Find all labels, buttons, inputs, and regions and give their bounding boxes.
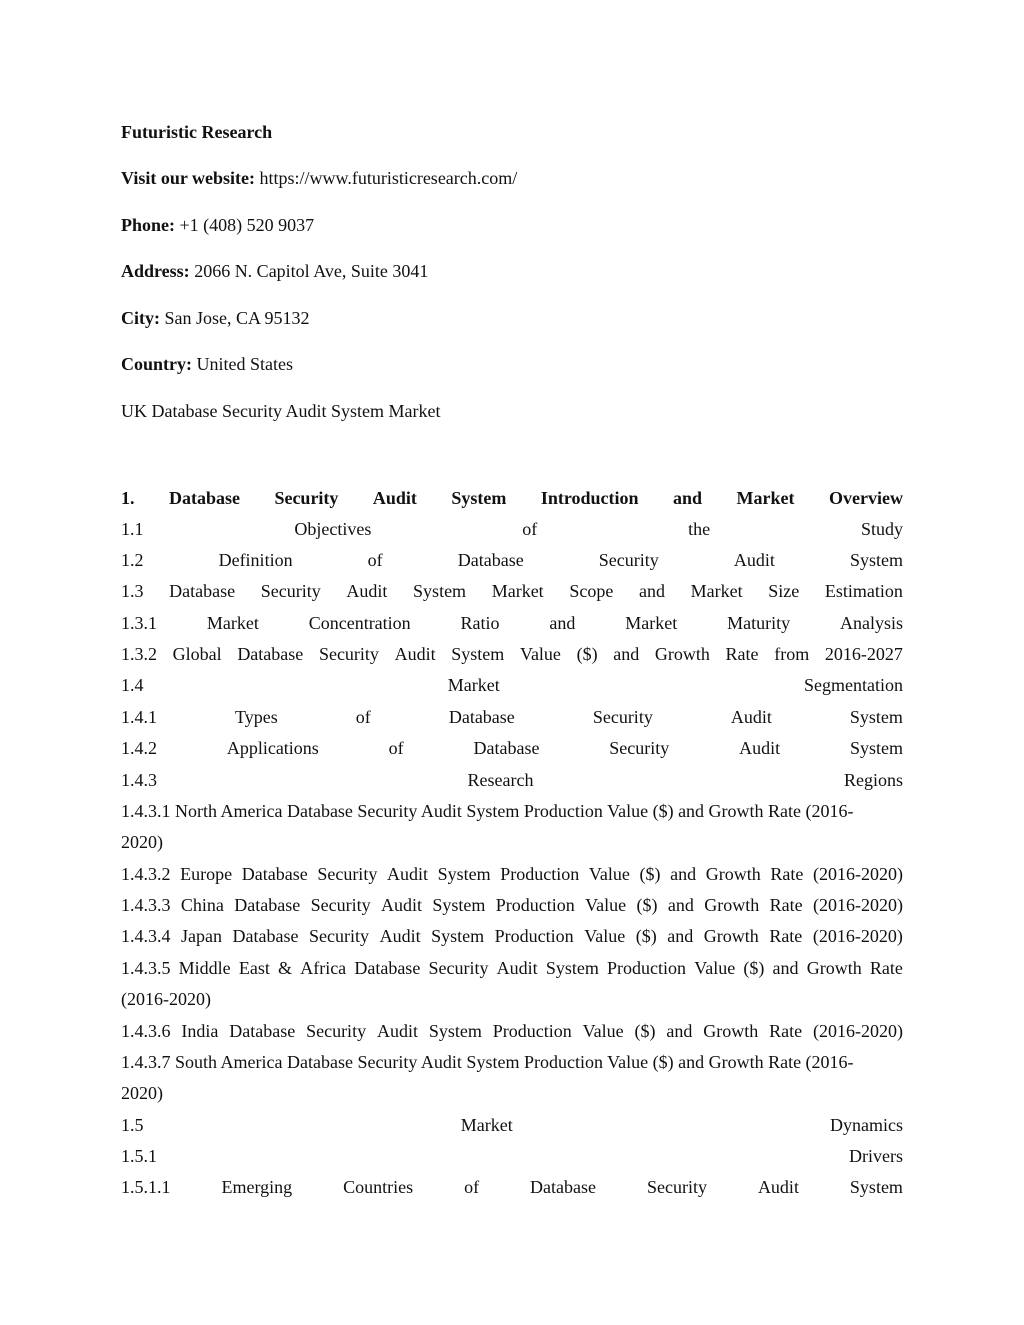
toc-word: Growth	[703, 926, 759, 946]
toc-1-4-2	[121, 737, 903, 759]
toc-word: 1.5.1	[121, 1146, 157, 1166]
toc-word: Value	[585, 895, 627, 915]
toc-word: Security	[317, 864, 378, 884]
toc-word: and	[666, 1021, 693, 1041]
toc-word: System	[545, 958, 599, 978]
toc-1-5-1-1	[121, 1176, 903, 1198]
toc-word: 1.	[121, 488, 135, 508]
toc-word: of	[522, 519, 538, 539]
toc-word: Value	[588, 864, 630, 884]
toc-1-4-1	[121, 706, 903, 728]
toc-word: Emerging	[221, 1177, 293, 1197]
toc-word: Regions	[843, 770, 903, 790]
toc-word: Japan	[181, 926, 223, 946]
toc-word: 1.4.1	[121, 707, 157, 727]
toc-word: Drivers	[849, 1146, 903, 1166]
toc-word: Security	[260, 581, 321, 601]
country-line	[121, 353, 903, 375]
toc-word: 1.4.3	[121, 770, 157, 790]
toc-word: Audit	[379, 926, 421, 946]
toc-word: 1.4.3.6	[121, 1021, 171, 1041]
toc-1-3-1	[121, 612, 903, 634]
website-label: Visit our website:	[121, 168, 255, 188]
toc-word: Rate	[769, 895, 803, 915]
toc-1-5	[121, 1114, 903, 1136]
toc-word: System	[431, 926, 485, 946]
toc-word: and	[667, 926, 694, 946]
toc-word: System	[849, 550, 903, 570]
toc-word: Estimation	[824, 581, 903, 601]
toc-word: Production	[492, 1021, 572, 1041]
toc-word: Research	[467, 770, 534, 790]
toc-word: China	[180, 895, 224, 915]
toc-1-4-3-5-line2: (2016-2020)	[121, 989, 211, 1009]
toc-word: Production	[500, 864, 580, 884]
toc-word: Size	[768, 581, 800, 601]
toc-word: of	[355, 707, 371, 727]
toc-word: Rate	[769, 1021, 803, 1041]
toc-word: Global	[172, 644, 222, 664]
toc-word: Database	[232, 926, 299, 946]
toc-word: Security	[609, 738, 670, 758]
toc-word: Analysis	[839, 613, 903, 633]
toc-word: Market	[447, 675, 500, 695]
toc-word: Audit	[386, 864, 428, 884]
website-line	[121, 167, 903, 189]
toc-word: System	[432, 895, 486, 915]
toc-word: System	[849, 1177, 903, 1197]
toc-word: System	[849, 738, 903, 758]
toc-word: ($)	[743, 958, 765, 978]
toc-word: Audit	[394, 644, 436, 664]
toc-word: Growth	[654, 644, 710, 664]
toc-1-2	[121, 549, 903, 571]
toc-word: System	[451, 644, 505, 664]
toc-word: Security	[318, 644, 379, 664]
toc-1-4-3-2	[121, 863, 903, 885]
toc-word: Database	[237, 644, 304, 664]
toc-word: ($)	[576, 644, 598, 664]
address-line	[121, 260, 903, 282]
toc-word: Security	[428, 958, 489, 978]
toc-word: (2016-2020)	[812, 1021, 903, 1041]
toc-word: Market	[690, 581, 743, 601]
toc-word: Definition	[218, 550, 293, 570]
toc-1-4-3-1-line1: 1.4.3.1 North America Database Security Audit System Production Value ($) and Growth Rate (2016-	[121, 801, 854, 821]
toc-1-4	[121, 674, 903, 696]
toc-1-4-3-7-line1: 1.4.3.7 South America Database Security Audit System Production Value ($) and Growth Rate (2016-	[121, 1052, 854, 1072]
toc-1-4-3-5-line1	[121, 957, 903, 979]
toc-1-4-3-7-line2: 2020)	[121, 1083, 163, 1103]
toc-word: Maturity	[727, 613, 791, 633]
toc-word: Africa	[300, 958, 347, 978]
phone-value: +1 (408) 520 9037	[175, 215, 315, 235]
toc-word: System	[437, 864, 491, 884]
toc-word: Database	[354, 958, 421, 978]
toc-word: (2016-2020)	[812, 864, 903, 884]
toc-word: 1.5	[121, 1115, 144, 1135]
toc-1-3	[121, 580, 903, 602]
toc-word: of	[464, 1177, 480, 1197]
toc-word: Database	[168, 488, 240, 508]
toc-word: Production	[495, 895, 575, 915]
toc-word: Market	[625, 613, 678, 633]
toc-word: (2016-2020)	[812, 926, 903, 946]
toc-word: (2016-2020)	[812, 895, 903, 915]
toc-word: ($)	[634, 1021, 656, 1041]
toc-word: Audit	[730, 707, 772, 727]
toc-word: Growth	[703, 1021, 759, 1041]
toc-word: Audit	[372, 488, 417, 508]
toc-word: 1.4	[121, 675, 144, 695]
toc-word: 1.3.1	[121, 613, 157, 633]
toc-word: Market	[206, 613, 259, 633]
toc-1-4-3-3	[121, 894, 903, 916]
toc-word: Ratio	[460, 613, 500, 633]
toc-heading	[121, 487, 903, 509]
toc-word: 1.4.3.4	[121, 926, 171, 946]
toc-word: 1.5.1.1	[121, 1177, 171, 1197]
toc-word: System	[413, 581, 467, 601]
phone-line	[121, 214, 903, 236]
toc-word: Market	[736, 488, 795, 508]
toc-word: Security	[592, 707, 653, 727]
toc-word: Database	[234, 895, 301, 915]
toc-word: 1.3.2	[121, 644, 157, 664]
toc-word: Dynamics	[830, 1115, 903, 1135]
toc-word: of	[388, 738, 404, 758]
toc-word: &	[278, 958, 293, 978]
city-label: City:	[121, 308, 160, 328]
toc-word: ($)	[639, 864, 661, 884]
city-value: San Jose, CA 95132	[160, 308, 310, 328]
toc-word: Audit	[496, 958, 538, 978]
toc-word: 1.4.3.2	[121, 864, 171, 884]
country-value: United States	[192, 354, 293, 374]
toc-word: Value	[584, 926, 626, 946]
toc-word: System	[428, 1021, 482, 1041]
toc-word: Security	[598, 550, 659, 570]
toc-word: Objectives	[294, 519, 372, 539]
toc-1-4-3-6	[121, 1020, 903, 1042]
toc-word: Countries	[343, 1177, 414, 1197]
toc-word: Market	[491, 581, 544, 601]
toc-word: Rate	[769, 926, 803, 946]
toc-word: System	[451, 488, 507, 508]
toc-word: East	[238, 958, 270, 978]
phone-label: Phone:	[121, 215, 175, 235]
toc-word: and	[673, 488, 703, 508]
toc-word: Audit	[380, 895, 422, 915]
toc-word: 1.4.3.3	[121, 895, 171, 915]
toc-word: India	[181, 1021, 219, 1041]
toc-word: Applications	[226, 738, 319, 758]
toc-1-1	[121, 518, 903, 540]
toc-1-3-2	[121, 643, 903, 665]
toc-word: Rate	[725, 644, 759, 664]
company-name: Futuristic Research	[121, 122, 273, 142]
toc-word: Rate	[770, 864, 804, 884]
toc-word: Growth	[806, 958, 862, 978]
city-line	[121, 307, 903, 329]
toc-word: Study	[860, 519, 903, 539]
toc-word: Security	[310, 895, 371, 915]
toc-word: Audit	[733, 550, 775, 570]
report-title: UK Database Security Audit System Market	[121, 401, 441, 421]
toc-word: and	[667, 895, 694, 915]
toc-word: 1.3	[121, 581, 144, 601]
toc-word: Database	[169, 581, 236, 601]
toc-word: Overview	[828, 488, 903, 508]
toc-word: Security	[274, 488, 339, 508]
toc-word: Audit	[376, 1021, 418, 1041]
toc-word: Database	[457, 550, 524, 570]
toc-word: and	[670, 864, 697, 884]
toc-word: Security	[306, 1021, 367, 1041]
toc-word: Concentration	[308, 613, 411, 633]
toc-word: Growth	[705, 864, 761, 884]
toc-word: and	[613, 644, 640, 664]
toc-word: Growth	[704, 895, 760, 915]
toc-word: 1.1	[121, 519, 144, 539]
country-label: Country:	[121, 354, 192, 374]
toc-word: Types	[235, 707, 278, 727]
address-value: 2066 N. Capitol Ave, Suite 3041	[189, 261, 429, 281]
toc-word: Security	[309, 926, 370, 946]
toc-word: Database	[229, 1021, 296, 1041]
website-link[interactable]: https://www.futuristicresearch.com/	[255, 168, 518, 188]
toc-word: ($)	[635, 926, 657, 946]
toc-1-4-3	[121, 769, 903, 791]
toc-word: Audit	[739, 738, 781, 758]
toc-word: Audit	[757, 1177, 799, 1197]
toc-word: and	[549, 613, 576, 633]
toc-word: Segmentation	[804, 675, 903, 695]
toc-word: of	[367, 550, 383, 570]
toc-word: Database	[473, 738, 540, 758]
toc-word: Database	[448, 707, 515, 727]
toc-1-4-3-4	[121, 925, 903, 947]
toc-word: Value	[694, 958, 736, 978]
address-label: Address:	[121, 261, 190, 281]
toc-word: Production	[494, 926, 574, 946]
toc-word: 1.2	[121, 550, 144, 570]
toc-word: from	[774, 644, 810, 664]
toc-word: Database	[530, 1177, 596, 1197]
toc-word: Middle	[178, 958, 231, 978]
toc-word: and	[772, 958, 799, 978]
toc-word: Production	[607, 958, 687, 978]
toc-word: Market	[460, 1115, 513, 1135]
toc-word: ($)	[636, 895, 658, 915]
toc-word: Database	[241, 864, 308, 884]
toc-word: Audit	[346, 581, 388, 601]
toc-word: 2016-2027	[824, 644, 903, 664]
toc-word: 1.4.3.5	[121, 958, 171, 978]
toc-word: Rate	[869, 958, 903, 978]
toc-word: Security	[646, 1177, 707, 1197]
toc-1-5-1	[121, 1145, 903, 1167]
toc-word: Value	[582, 1021, 624, 1041]
toc-word: 1.4.2	[121, 738, 157, 758]
toc-word: and	[638, 581, 665, 601]
toc-word: Europe	[180, 864, 233, 884]
toc-word: Scope	[569, 581, 614, 601]
toc-1-4-3-1-line2: 2020)	[121, 832, 163, 852]
toc-word: the	[688, 519, 711, 539]
toc-word: Value	[519, 644, 561, 664]
toc-word: System	[849, 707, 903, 727]
toc-word: Introduction	[540, 488, 639, 508]
